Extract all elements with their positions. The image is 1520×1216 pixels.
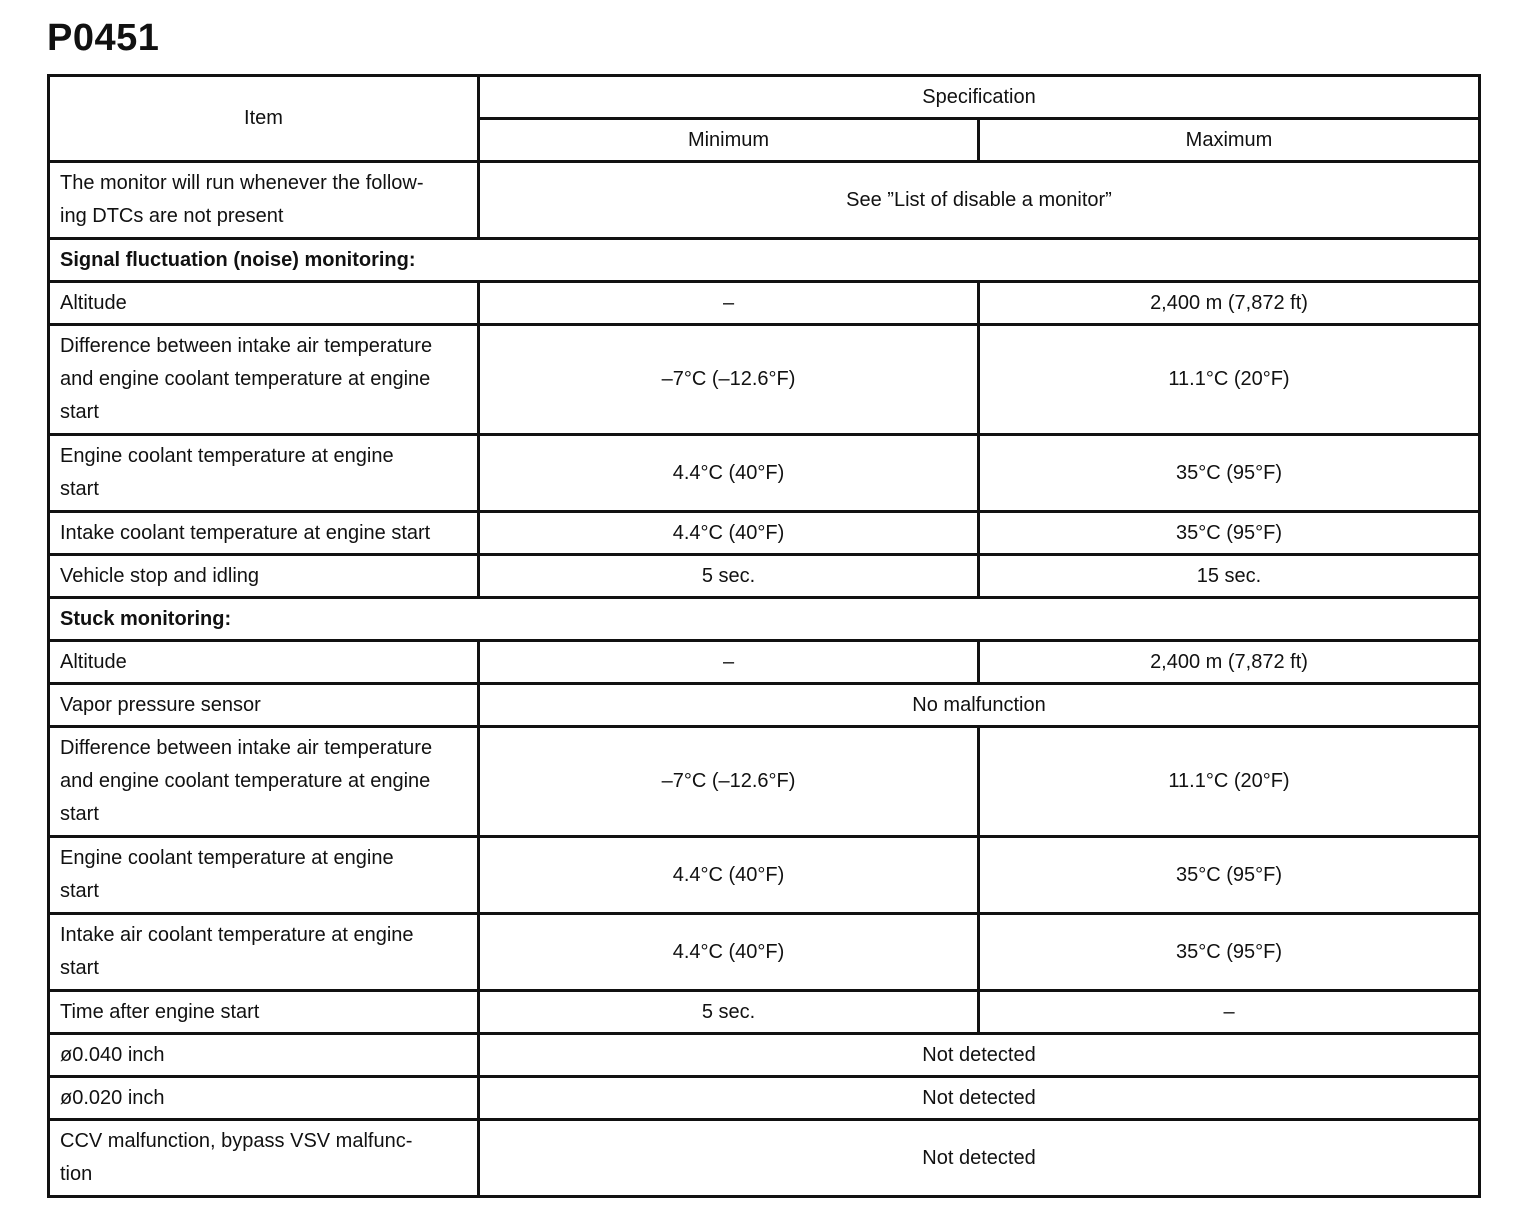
row-item [49, 435, 479, 512]
section-title: Signal fluctuation (noise) monitoring: [49, 239, 1480, 282]
row-item: ø0.040 inch [49, 1034, 479, 1077]
row-item: Intake coolant temperature at engine start [49, 512, 479, 555]
row-item-line: and engine coolant temperature at engine [60, 770, 431, 792]
table-row [49, 914, 1480, 991]
header-row-top [49, 76, 1480, 119]
table-row [49, 1034, 1480, 1077]
row-item-line: Intake air coolant temperature at engine [60, 924, 414, 946]
table-row [49, 282, 1480, 325]
row-max: 35°C (95°F) [979, 435, 1480, 512]
row-item-line: Engine coolant temperature at engine [60, 445, 394, 467]
header-item: Item [49, 76, 479, 162]
row-max: 15 sec. [979, 555, 1480, 598]
row-item [49, 914, 479, 991]
row-item: ø0.020 inch [49, 1077, 479, 1120]
row-value: Not detected [479, 1120, 1480, 1197]
section-row-stuck [49, 598, 1480, 641]
row-min: 4.4°C (40°F) [479, 837, 979, 914]
row-max: 11.1°C (20°F) [979, 727, 1480, 837]
table-row-monitor [49, 162, 1480, 239]
specification-table [47, 74, 1481, 1198]
row-item-line: The monitor will run whenever the follow- [60, 172, 424, 194]
row-item-line: ing DTCs are not present [60, 205, 284, 227]
row-item: Altitude [49, 282, 479, 325]
table-row [49, 684, 1480, 727]
row-min: – [479, 641, 979, 684]
row-item [49, 837, 479, 914]
row-item [49, 727, 479, 837]
section-row-noise [49, 239, 1480, 282]
row-item-line: start [60, 478, 99, 500]
row-min: 5 sec. [479, 555, 979, 598]
row-item-line: start [60, 401, 99, 423]
row-item-line: start [60, 957, 99, 979]
row-min: –7°C (–12.6°F) [479, 325, 979, 435]
page-title: P0451 [47, 17, 160, 59]
row-item [49, 1120, 479, 1197]
row-min: 4.4°C (40°F) [479, 435, 979, 512]
row-item-line: tion [60, 1163, 93, 1185]
row-item [49, 162, 479, 239]
row-item: Altitude [49, 641, 479, 684]
row-item-line: Engine coolant temperature at engine [60, 847, 394, 869]
row-item: Time after engine start [49, 991, 479, 1034]
table-row [49, 1077, 1480, 1120]
table-row [49, 512, 1480, 555]
table-row [49, 991, 1480, 1034]
table-row [49, 435, 1480, 512]
row-item: Vehicle stop and idling [49, 555, 479, 598]
row-min: 4.4°C (40°F) [479, 512, 979, 555]
row-max: 35°C (95°F) [979, 512, 1480, 555]
row-item-line: Difference between intake air temperature [60, 335, 433, 357]
row-item-line: Difference between intake air temperature [60, 737, 433, 759]
row-item-line: start [60, 803, 99, 825]
table-row [49, 837, 1480, 914]
row-max: 2,400 m (7,872 ft) [979, 641, 1480, 684]
row-min: –7°C (–12.6°F) [479, 727, 979, 837]
table-row [49, 555, 1480, 598]
row-value: No malfunction [479, 684, 1480, 727]
table-row [49, 641, 1480, 684]
header-maximum: Maximum [979, 119, 1480, 162]
row-value: Not detected [479, 1077, 1480, 1120]
row-item-line: start [60, 880, 99, 902]
row-value: See ”List of disable a monitor” [479, 162, 1480, 239]
row-min: 5 sec. [479, 991, 979, 1034]
table-row [49, 1120, 1480, 1197]
header-minimum: Minimum [479, 119, 979, 162]
row-item-line: and engine coolant temperature at engine [60, 368, 431, 390]
section-title: Stuck monitoring: [49, 598, 1480, 641]
header-specification: Specification [479, 76, 1480, 119]
row-min: – [479, 282, 979, 325]
table-row [49, 325, 1480, 435]
row-item: Vapor pressure sensor [49, 684, 479, 727]
row-item-line: CCV malfunction, bypass VSV malfunc- [60, 1130, 413, 1152]
row-min: 4.4°C (40°F) [479, 914, 979, 991]
row-max: 2,400 m (7,872 ft) [979, 282, 1480, 325]
row-value: Not detected [479, 1034, 1480, 1077]
row-max: 11.1°C (20°F) [979, 325, 1480, 435]
row-max: 35°C (95°F) [979, 914, 1480, 991]
row-max: 35°C (95°F) [979, 837, 1480, 914]
row-item [49, 325, 479, 435]
table-row [49, 727, 1480, 837]
row-max: – [979, 991, 1480, 1034]
